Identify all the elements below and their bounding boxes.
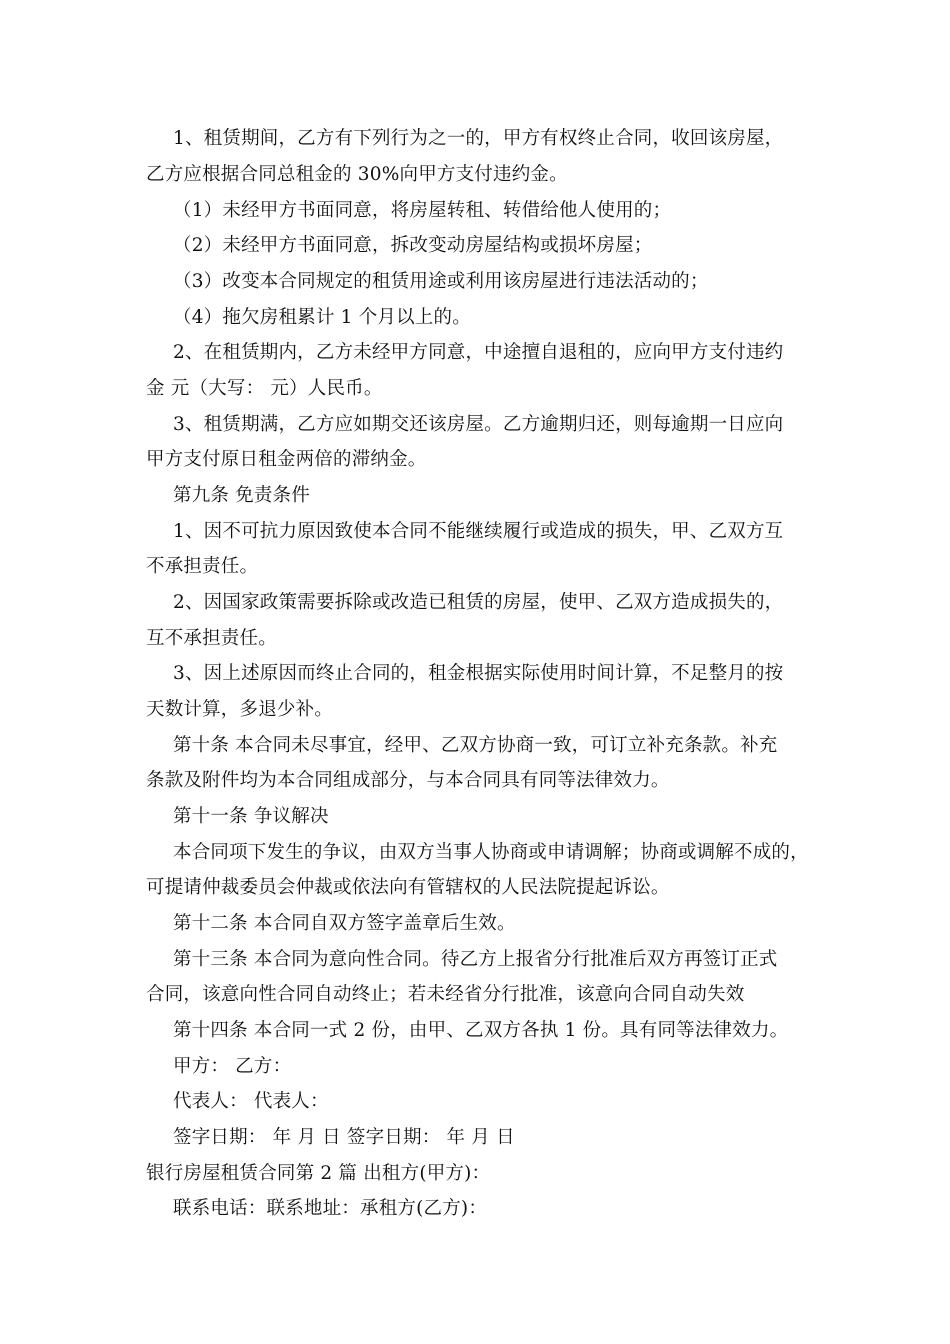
text-line: 天数计算，多退少补。 — [146, 699, 334, 720]
text-line: 甲方支付原日租金两倍的滞纳金。 — [146, 449, 427, 470]
signature-dates: 签字日期： 年 月 日 签字日期： 年 月 日 — [173, 1127, 515, 1148]
text-line: 3、租赁期满，乙方应如期交还该房屋。乙方逾期归还，则每逾期一日应向 — [173, 414, 784, 435]
text-line: 3、因上述原因而终止合同的，租金根据实际使用时间计算，不足整月的按 — [173, 663, 784, 684]
text-line: 1、租赁期间，乙方有下列行为之一的，甲方有权终止合同，收回该房屋， — [173, 128, 784, 149]
text-line: 第十三条 本合同为意向性合同。待乙方上报省分行批准后双方再签订正式 — [173, 949, 778, 970]
text-line: 互不承担责任。 — [146, 628, 277, 649]
section-heading: 第九条 免责条件 — [173, 485, 310, 506]
text-line: 可提请仲裁委员会仲裁或依法向有管辖权的人民法院提起诉讼。 — [146, 877, 670, 898]
text-line: 银行房屋租赁合同第 2 篇 出租方(甲方)： — [146, 1163, 491, 1184]
text-line: 乙方应根据合同总租金的 30%向甲方支付违约金。 — [146, 164, 568, 185]
text-line: 联系电话：联系地址：承租方(乙方)： — [173, 1198, 488, 1219]
text-line: 2、因国家政策需要拆除或改造已租赁的房屋，使甲、乙双方造成损失的， — [173, 592, 784, 613]
signature-representatives: 代表人： 代表人： — [173, 1091, 329, 1112]
text-line: 本合同项下发生的争议，由双方当事人协商或申请调解；协商或调解不成的， — [173, 842, 809, 863]
text-line: 第十条 本合同未尽事宜，经甲、乙双方协商一致，可订立补充条款。补充 — [173, 735, 778, 756]
text-line: 不承担责任。 — [146, 556, 259, 577]
section-heading: 第十一条 争议解决 — [173, 806, 329, 827]
text-line: 合同，该意向性合同自动终止；若未经省分行批准，该意向合同自动失效 — [146, 984, 745, 1005]
text-line: 1、因不可抗力原因致使本合同不能继续履行或造成的损失，甲、乙双方互 — [173, 521, 784, 542]
text-line: （1）未经甲方书面同意，将房屋转租、转借给他人使用的； — [173, 200, 672, 221]
text-line: 第十二条 本合同自双方签字盖章后生效。 — [173, 913, 516, 934]
signature-parties: 甲方： 乙方： — [173, 1056, 292, 1077]
text-line: （3）改变本合同规定的租赁用途或利用该房屋进行违法活动的； — [173, 271, 709, 292]
text-line: 条款及附件均为本合同组成部分，与本合同具有同等法律效力。 — [146, 770, 670, 791]
text-line: 金 元（大写： 元）人民币。 — [146, 378, 383, 399]
text-line: 第十四条 本合同一式 2 份，由甲、乙双方各执 1 份。具有同等法律效力。 — [173, 1020, 789, 1041]
text-line: （2）未经甲方书面同意，拆改变动房屋结构或损坏房屋； — [173, 235, 653, 256]
text-line: （4）拖欠房租累计 1 个月以上的。 — [173, 307, 471, 328]
text-line: 2、在租赁期内，乙方未经甲方同意，中途擅自退租的，应向甲方支付违约 — [173, 342, 784, 363]
